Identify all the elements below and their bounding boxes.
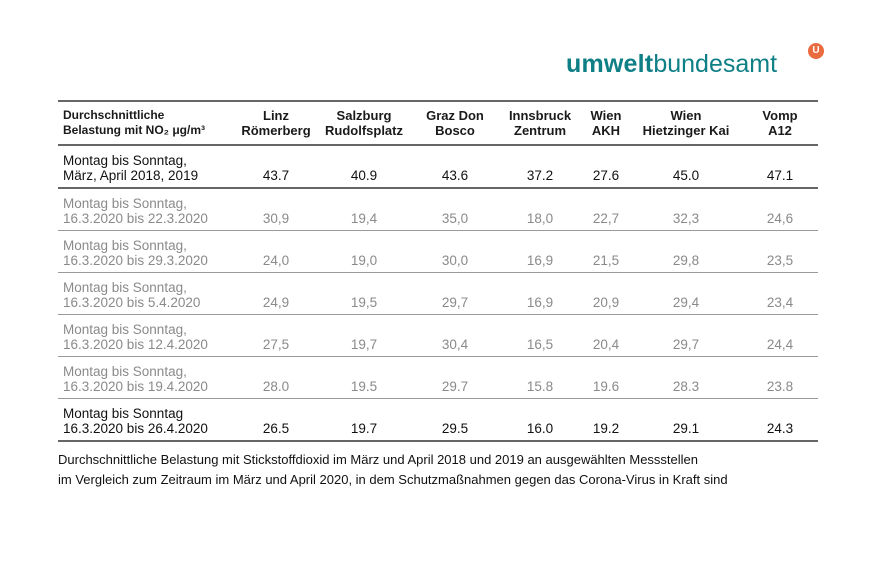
row-label: Montag bis Sonntag, 16.3.2020 bis 19.4.2020	[58, 357, 236, 399]
table-row	[58, 188, 818, 231]
row-label: Montag bis Sonntag, 16.3.2020 bis 29.3.2020	[58, 231, 236, 273]
cell-value: 29,4	[630, 273, 742, 315]
cell-value: 32,3	[630, 188, 742, 231]
cell-value: 20,4	[582, 315, 630, 357]
row-label: Montag bis Sonntag, 16.3.2020 bis 5.4.2020	[58, 273, 236, 315]
table-row	[58, 273, 818, 315]
cell-value: 23,4	[742, 273, 818, 315]
cell-value: 19.7	[316, 399, 412, 442]
table-row	[58, 399, 818, 442]
cell-value: 43.7	[236, 145, 316, 188]
table-caption	[58, 450, 838, 490]
header-cell-wien-hietzing: Wien Hietzinger Kai	[630, 101, 742, 145]
cell-value: 37.2	[498, 145, 582, 188]
cell-value: 16.0	[498, 399, 582, 442]
row-label: Montag bis Sonntag, 16.3.2020 bis 12.4.2020	[58, 315, 236, 357]
cell-value: 15.8	[498, 357, 582, 399]
row-label: Montag bis Sonntag, März, April 2018, 2019	[58, 145, 236, 188]
caption-line: im Vergleich zum Zeitraum im März und April 2020, in dem Schutzmaßnahmen gegen das Corona-Virus in Kraft sind	[58, 472, 728, 487]
cell-value: 29,8	[630, 231, 742, 273]
cell-value: 19.2	[582, 399, 630, 442]
cell-value: 24,0	[236, 231, 316, 273]
header-cell-vomp: Vomp A12	[742, 101, 818, 145]
cell-value: 30,0	[412, 231, 498, 273]
cell-value: 29,7	[630, 315, 742, 357]
cell-value: 23,5	[742, 231, 818, 273]
cell-value: 29,7	[412, 273, 498, 315]
table-header-row	[58, 101, 818, 145]
table-row	[58, 357, 818, 399]
cell-value: 45.0	[630, 145, 742, 188]
cell-value: 40.9	[316, 145, 412, 188]
cell-value: 27.6	[582, 145, 630, 188]
cell-value: 16,9	[498, 231, 582, 273]
cell-value: 30,9	[236, 188, 316, 231]
cell-value: 19,5	[316, 273, 412, 315]
cell-value: 28.3	[630, 357, 742, 399]
table-row	[58, 145, 818, 188]
cell-value: 24,9	[236, 273, 316, 315]
cell-value: 29.7	[412, 357, 498, 399]
cell-value: 18,0	[498, 188, 582, 231]
row-label: Montag bis Sonntag 16.3.2020 bis 26.4.2020	[58, 399, 236, 442]
cell-value: 22,7	[582, 188, 630, 231]
table-row	[58, 231, 818, 273]
cell-value: 43.6	[412, 145, 498, 188]
header-cell-belastung: Durchschnittliche Belastung mit NO₂ μg/m³	[58, 101, 236, 145]
cell-value: 19.6	[582, 357, 630, 399]
cell-value: 47.1	[742, 145, 818, 188]
row-label: Montag bis Sonntag, 16.3.2020 bis 22.3.2020	[58, 188, 236, 231]
cell-value: 28.0	[236, 357, 316, 399]
cell-value: 24,6	[742, 188, 818, 231]
cell-value: 24,4	[742, 315, 818, 357]
header-cell-innsbruck: Innsbruck Zentrum	[498, 101, 582, 145]
header-cell-wien-akh: Wien AKH	[582, 101, 630, 145]
logo-mark-icon: U	[808, 43, 824, 59]
cell-value: 19,0	[316, 231, 412, 273]
cell-value: 16,5	[498, 315, 582, 357]
header-cell-salzburg: Salzburg Rudolfsplatz	[316, 101, 412, 145]
cell-value: 27,5	[236, 315, 316, 357]
cell-value: 24.3	[742, 399, 818, 442]
logo-text-umwelt: umwelt	[566, 50, 654, 78]
cell-value: 19,4	[316, 188, 412, 231]
cell-value: 19,7	[316, 315, 412, 357]
logo-text-bundesamt: bundesamt	[653, 50, 778, 78]
cell-value: 29.5	[412, 399, 498, 442]
cell-value: 30,4	[412, 315, 498, 357]
cell-value: 16,9	[498, 273, 582, 315]
no2-table	[58, 100, 818, 442]
header-cell-graz: Graz Don Bosco	[412, 101, 498, 145]
cell-value: 23.8	[742, 357, 818, 399]
header-cell-linz: Linz Römerberg	[236, 101, 316, 145]
cell-value: 26.5	[236, 399, 316, 442]
cell-value: 19.5	[316, 357, 412, 399]
table-row	[58, 315, 818, 357]
cell-value: 20,9	[582, 273, 630, 315]
cell-value: 35,0	[412, 188, 498, 231]
cell-value: 21,5	[582, 231, 630, 273]
umweltbundesamt-logo	[566, 45, 822, 90]
caption-line: Durchschnittliche Belastung mit Stickstoffdioxid im März und April 2018 und 2019 an ausgewählten Messstellen	[58, 452, 698, 467]
cell-value: 29.1	[630, 399, 742, 442]
